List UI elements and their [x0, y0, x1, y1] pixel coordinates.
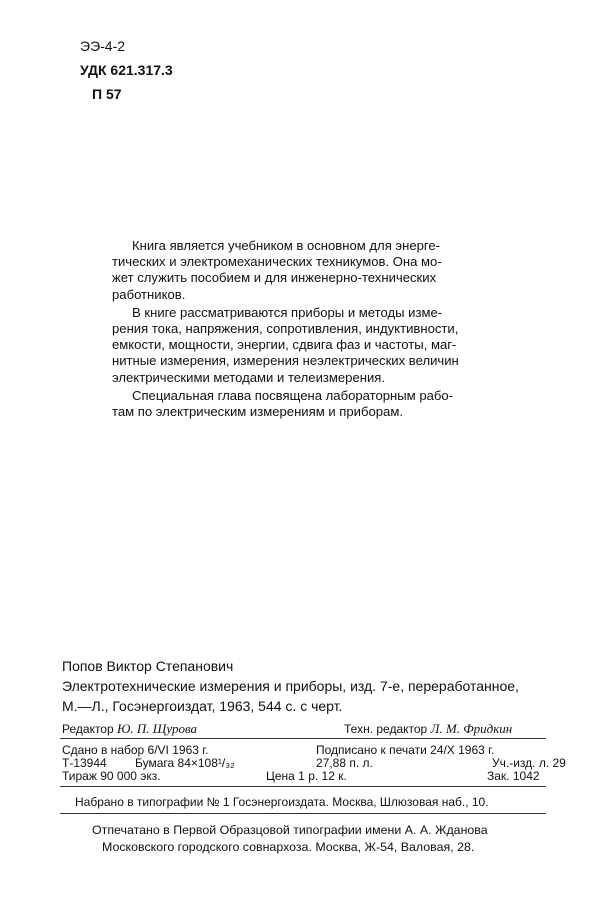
tech-editor-name: Л. М. Фридкин	[430, 721, 513, 736]
annotation-line: Книга является учебником в основном для энерге-	[132, 238, 441, 253]
edition-sheets: Уч.-изд. л. 29	[492, 756, 566, 770]
printed-line-2: Московского городского совнархоза. Москва, Ж-54, Валовая, 28.	[102, 840, 475, 854]
editor	[62, 721, 197, 737]
annotation-line: там по электрическим измерениям и приборам.	[112, 404, 403, 420]
annotation-line: жет служить пособием и для инженерно-технических	[112, 270, 437, 286]
catalog-codes	[80, 34, 173, 106]
annotation-line: электрическими методами и телеизмерения.	[112, 369, 386, 385]
tech-editor-label: Техн. редактор	[344, 722, 428, 736]
annotation-line: рения тока, напряжения, сопротивления, индуктивности,	[112, 321, 459, 337]
annotation-line: тических и электромеханических техникумов. Она мо-	[112, 254, 442, 270]
typeset-note: Набрано в типографии № 1 Госэнергоиздата. Москва, Шлюзовая наб., 10.	[75, 795, 489, 809]
order-number: Зак. 1042	[487, 769, 540, 783]
author-name: Попов Виктор Степанович	[62, 658, 234, 674]
annotation-paragraph	[112, 238, 442, 303]
printed-sheets: 27,88 п. л.	[316, 756, 373, 770]
series-code: ЭЭ-4-2	[80, 38, 126, 54]
editor-name: Ю. П. Щурова	[117, 721, 198, 736]
t-number: Т-13944	[62, 756, 107, 770]
annotation-paragraph	[112, 304, 459, 386]
annotation-line: В книге рассматриваются приборы и методы изме-	[132, 304, 443, 320]
tech-editor	[344, 721, 512, 737]
annotation-line: работников.	[112, 286, 186, 302]
price: Цена 1 р. 12 к.	[266, 769, 347, 783]
printed-line-1: Отпечатано в Первой Образцовой типографии имени А. А. Жданова	[92, 823, 488, 837]
sent-date: Сдано в набор 6/VI 1963 г.	[62, 743, 209, 757]
index-code: П 57	[92, 86, 122, 102]
editor-label: Редактор	[62, 722, 114, 736]
divider	[60, 738, 546, 739]
annotation-line: нитные измерения, измерения неэлектрических величин	[112, 353, 459, 369]
divider	[60, 786, 546, 787]
book-title: Электротехнические измерения и приборы, изд. 7-е, переработанное,	[62, 678, 519, 694]
annotation	[112, 238, 459, 422]
annotation-line: емкости, мощности, энергии, сдвига фаз и частоты, маг-	[112, 337, 457, 353]
divider	[60, 813, 546, 814]
udk-code: УДК 621.317.3	[80, 62, 173, 78]
publisher-info: М.—Л., Госэнергоиздат, 1963, 544 с. с черт.	[62, 698, 343, 714]
print-run: Тираж 90 000 экз.	[62, 769, 161, 783]
annotation-line: Специальная глава посвящена лабораторным рабо-	[132, 387, 454, 403]
signed-date: Подписано к печати 24/X 1963 г.	[316, 743, 495, 757]
annotation-paragraph	[112, 387, 454, 420]
paper-format: Бумага 84×108¹/₃₂	[135, 756, 235, 770]
